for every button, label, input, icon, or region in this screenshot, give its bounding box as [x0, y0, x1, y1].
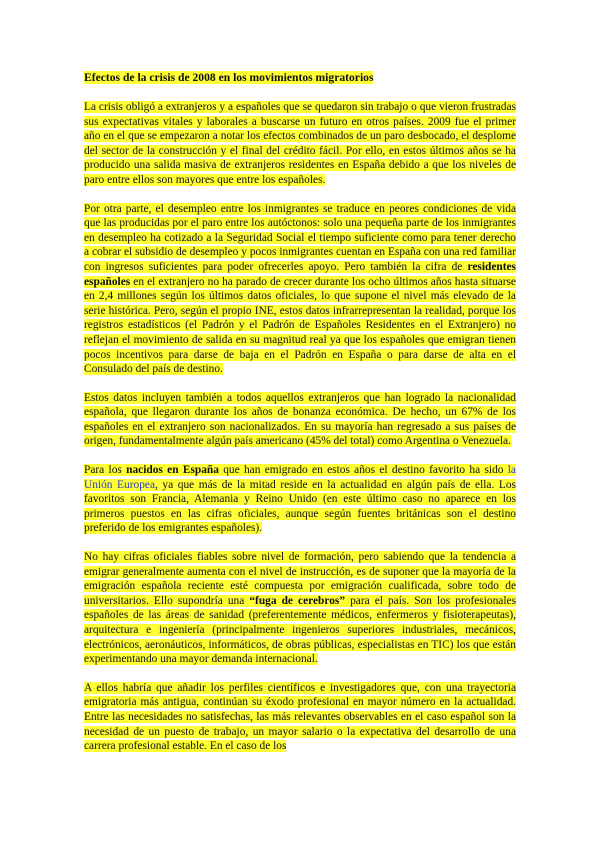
document-title: Efectos de la crisis de 2008 en los movimientos migratorios [84, 71, 374, 84]
paragraph-6 [84, 681, 516, 754]
paragraph-5 [84, 550, 516, 667]
paragraph-2 [84, 202, 516, 377]
paragraph-5-text-a: No hay cifras oficiales fiables sobre nivel de formación, pero sabiendo que la tendencia a emigrar generalmente aumenta con el nivel de instrucción, es de suponer que la mayoría de la emigración española reciente esté compuesta por emigración cualificada, sobre todo de universitarios. Ello supondría una [84, 551, 516, 607]
paragraph-4-bold: nacidos en España [126, 464, 219, 477]
paragraph-2-bold: residentes españoles [84, 260, 516, 288]
paragraph-6-text: A ellos habría que añadir los perfiles científicos e investigadores que, con una trayectoria emigratoria más antigua, continúan su éxodo profesional en mayor número en la actualidad. Entre las necesidades no satisfechas, las más relevantes observables en el caso español son la necesidad de un puesto de trabajo, un mayor salario o la expectativa del desarrollo de una carrera profesional estable. En el caso de los [84, 681, 516, 753]
paragraph-4 [84, 463, 516, 536]
paragraph-4-text-b: que han emigrado en estos años el destino favorito ha sido [218, 464, 508, 477]
paragraph-1-text: La crisis obligó a extranjeros y a españoles que se quedaron sin trabajo o que vieron frustradas sus expectativas vitales y laborales a buscarse un futuro en otros países. 2009 fue el primer año en el que se empezaron a notar los efectos combinados de un paro desbocado, el desplome del sector de la construcción y el final del crédito fácil. Por ello, en estos últimos años se ha producido una salida masiva de extranjeros residentes en España debido a que los niveles de paro entre ellos son mayores que entre los españoles. [84, 101, 516, 186]
paragraph-1 [84, 100, 516, 188]
paragraph-4-link[interactable]: la Unión Europea [84, 464, 516, 491]
document-body [84, 71, 516, 768]
paragraph-4-text-a: Para los [84, 464, 127, 477]
paragraph-2-text-a: Por otra parte, el desempleo entre los inmigrantes se traduce en peores condiciones de vida que las producidas por el paro entre los autóctonos: solo una pequeña parte de los inmigrantes en desempleo ha cotizado a la Seguridad Social el tiempo suficiente como para tener derecho a cobrar el subsidio de desempleo y pocos inmigrantes cuentan en España con una red familiar con ingresos suficientes para poder ofrecerles apoyo. Pero también la cifra de [84, 202, 516, 273]
paragraph-4-text-c: , ya que más de la mitad reside en la actualidad en algún país de ella. Los favoritos son Francia, Alemania y Reino Unido (en este último caso no aparece en los primeros puestos en las cifras oficiales, aunque según fuentes británicas son el destino preferido de los emigrantes españoles). [84, 478, 516, 535]
paragraph-2-text-b: en el extranjero no ha parado de crecer durante los ocho últimos años hasta situarse en 2,4 millones según los últimos datos oficiales, lo que supone el nivel más elevado de la serie histórica. Pero, según el propio INE, estos datos infrarrepresentan la realidad, porque los registros estadísticos (el Padrón y el Padrón de Españoles Residentes en el Extranjero) no reflejan el movimiento de salida en su magnitud real ya que los españoles que emigran tienen pocos incentivos para darse de baja en el Padrón en España o para darse de alta en el Consulado del país de destino. [84, 275, 516, 376]
paragraph-3 [84, 391, 516, 449]
paragraph-3-text: Estos datos incluyen también a todos aquellos extranjeros que han logrado la nacionalidad española, que llegaron durante los años de bonanza económica. De hecho, un 67% de los españoles en el extranjero son nacionalizados. En su mayoría han regresado a sus países de origen, fundamentalmente algún país americano (45% del total) como Argentina o Venezuela. [84, 391, 516, 448]
paragraph-5-text-b: para el país. Son los profesionales españoles de las áreas de sanidad (preferentemente médicos, enfermeros y fisioterapeutas), arquitectura e ingeniería (principalmente ingenieros superiores industriales, mecánicos, electrónicos, aeronáuticos, informáticos, de obras públicas, especialistas en TIC) los que están experimentando una mayor demanda internacional. [84, 594, 517, 666]
paragraph-5-bold: “fuga de cerebros” [249, 594, 346, 607]
